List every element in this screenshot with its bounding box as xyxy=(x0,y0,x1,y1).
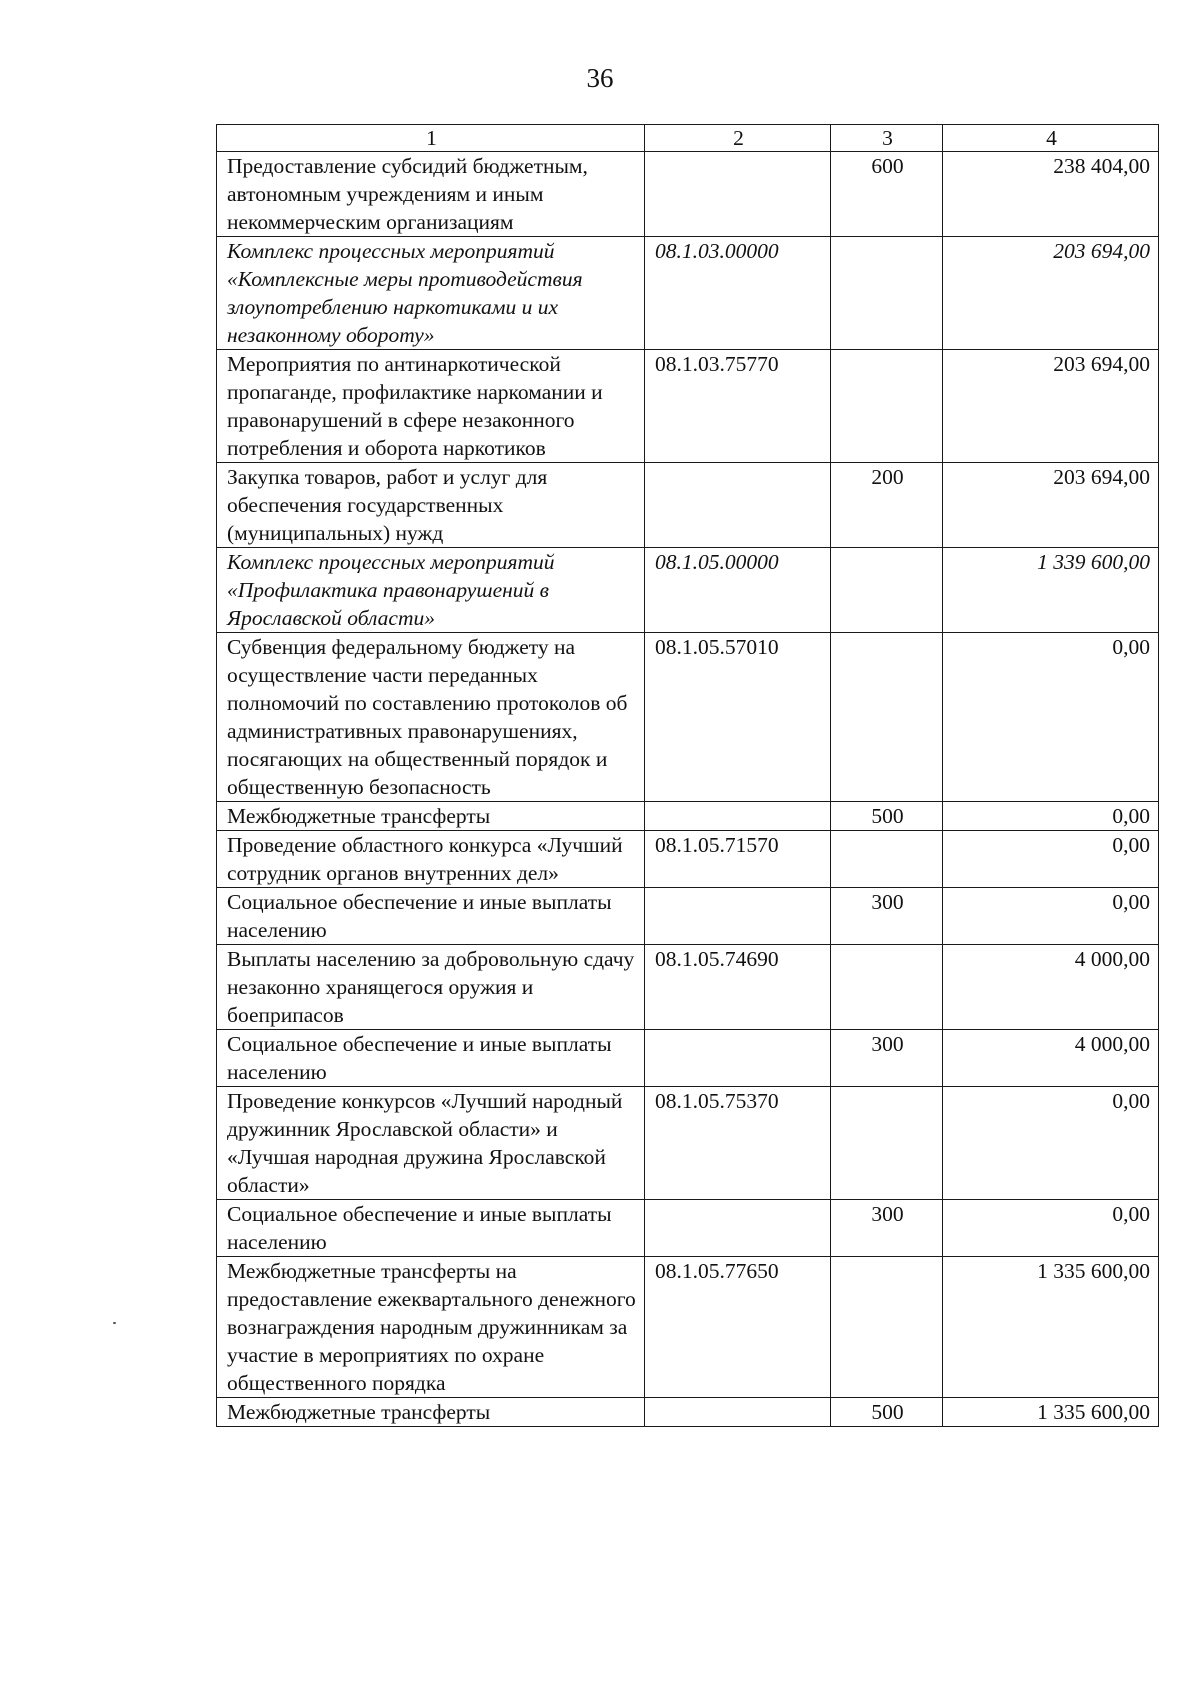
row-name-cell: Межбюджетные трансферты xyxy=(217,1398,645,1427)
row-expense-type-cell xyxy=(831,945,943,1030)
scan-artifact xyxy=(113,1322,116,1324)
row-amount-cell: 4 000,00 xyxy=(943,945,1159,1030)
row-expense-type-cell xyxy=(831,1087,943,1200)
row-name-cell: Комплекс процессных мероприятий «Комплексные меры противодействия злоупотреблению наркотиками и их незаконному обороту» xyxy=(217,237,645,350)
row-code-cell xyxy=(645,888,831,945)
table-row xyxy=(217,888,1159,945)
row-code-cell xyxy=(645,152,831,237)
row-amount-cell: 203 694,00 xyxy=(943,237,1159,350)
row-name-cell: Проведение конкурсов «Лучший народный дружинник Ярославской области» и «Лучшая народная дружина Ярославской области» xyxy=(217,1087,645,1200)
row-expense-type-cell: 500 xyxy=(831,1398,943,1427)
row-code-cell: 08.1.05.74690 xyxy=(645,945,831,1030)
column-header: 3 xyxy=(831,125,943,152)
table-row xyxy=(217,548,1159,633)
row-name-cell: Социальное обеспечение и иные выплаты населению xyxy=(217,1030,645,1087)
row-name-cell: Субвенция федеральному бюджету на осуществление части переданных полномочий по составлению протоколов об административных правонарушениях, посягающих на общественный порядок и общественную безопасность xyxy=(217,633,645,802)
page-number: 36 xyxy=(586,63,614,93)
row-amount-cell: 0,00 xyxy=(943,633,1159,802)
column-header: 4 xyxy=(943,125,1159,152)
table-row xyxy=(217,633,1159,802)
row-expense-type-cell xyxy=(831,548,943,633)
table-row xyxy=(217,1200,1159,1257)
column-header: 2 xyxy=(645,125,831,152)
row-amount-cell: 238 404,00 xyxy=(943,152,1159,237)
row-code-cell: 08.1.03.75770 xyxy=(645,350,831,463)
column-header: 1 xyxy=(217,125,645,152)
row-amount-cell: 203 694,00 xyxy=(943,463,1159,548)
table-row xyxy=(217,463,1159,548)
row-name-cell: Предоставление субсидий бюджетным, автономным учреждениям и иным некоммерческим организациям xyxy=(217,152,645,237)
row-expense-type-cell: 600 xyxy=(831,152,943,237)
row-code-cell: 08.1.05.57010 xyxy=(645,633,831,802)
row-code-cell xyxy=(645,1030,831,1087)
table-row xyxy=(217,1398,1159,1427)
table-row xyxy=(217,1257,1159,1398)
table-row xyxy=(217,237,1159,350)
row-expense-type-cell: 200 xyxy=(831,463,943,548)
table-row xyxy=(217,945,1159,1030)
table-row xyxy=(217,1087,1159,1200)
row-amount-cell: 0,00 xyxy=(943,1200,1159,1257)
row-expense-type-cell: 300 xyxy=(831,1200,943,1257)
row-expense-type-cell: 500 xyxy=(831,802,943,831)
row-expense-type-cell: 300 xyxy=(831,888,943,945)
table-row xyxy=(217,831,1159,888)
table-row xyxy=(217,1030,1159,1087)
row-name-cell: Межбюджетные трансферты xyxy=(217,802,645,831)
table-row xyxy=(217,802,1159,831)
row-amount-cell: 203 694,00 xyxy=(943,350,1159,463)
row-name-cell: Выплаты населению за добровольную сдачу незаконно хранящегося оружия и боеприпасов xyxy=(217,945,645,1030)
row-code-cell xyxy=(645,1398,831,1427)
row-expense-type-cell xyxy=(831,1257,943,1398)
row-expense-type-cell: 300 xyxy=(831,1030,943,1087)
row-expense-type-cell xyxy=(831,831,943,888)
table-header-row xyxy=(217,125,1159,152)
row-amount-cell: 1 339 600,00 xyxy=(943,548,1159,633)
row-code-cell: 08.1.05.00000 xyxy=(645,548,831,633)
row-expense-type-cell xyxy=(831,350,943,463)
row-name-cell: Проведение областного конкурса «Лучший сотрудник органов внутренних дел» xyxy=(217,831,645,888)
row-expense-type-cell xyxy=(831,633,943,802)
row-amount-cell: 0,00 xyxy=(943,1087,1159,1200)
row-code-cell: 08.1.05.71570 xyxy=(645,831,831,888)
row-amount-cell: 0,00 xyxy=(943,802,1159,831)
row-name-cell: Комплекс процессных мероприятий «Профилактика правонарушений в Ярославской области» xyxy=(217,548,645,633)
row-amount-cell: 4 000,00 xyxy=(943,1030,1159,1087)
row-name-cell: Социальное обеспечение и иные выплаты населению xyxy=(217,1200,645,1257)
row-amount-cell: 0,00 xyxy=(943,888,1159,945)
row-code-cell xyxy=(645,463,831,548)
row-name-cell: Закупка товаров, работ и услуг для обеспечения государственных (муниципальных) нужд xyxy=(217,463,645,548)
row-code-cell: 08.1.05.77650 xyxy=(645,1257,831,1398)
table-row xyxy=(217,350,1159,463)
budget-table xyxy=(216,124,1159,1427)
row-code-cell: 08.1.05.75370 xyxy=(645,1087,831,1200)
row-expense-type-cell xyxy=(831,237,943,350)
row-amount-cell: 1 335 600,00 xyxy=(943,1257,1159,1398)
row-name-cell: Социальное обеспечение и иные выплаты населению xyxy=(217,888,645,945)
row-amount-cell: 1 335 600,00 xyxy=(943,1398,1159,1427)
row-code-cell xyxy=(645,1200,831,1257)
row-name-cell: Мероприятия по антинаркотической пропаганде, профилактике наркомании и правонарушений в сфере незаконного потребления и оборота наркотиков xyxy=(217,350,645,463)
row-name-cell: Межбюджетные трансферты на предоставление ежеквартального денежного вознаграждения народным дружинникам за участие в мероприятиях по охране общественного порядка xyxy=(217,1257,645,1398)
row-code-cell xyxy=(645,802,831,831)
table-row xyxy=(217,152,1159,237)
row-code-cell: 08.1.03.00000 xyxy=(645,237,831,350)
row-amount-cell: 0,00 xyxy=(943,831,1159,888)
